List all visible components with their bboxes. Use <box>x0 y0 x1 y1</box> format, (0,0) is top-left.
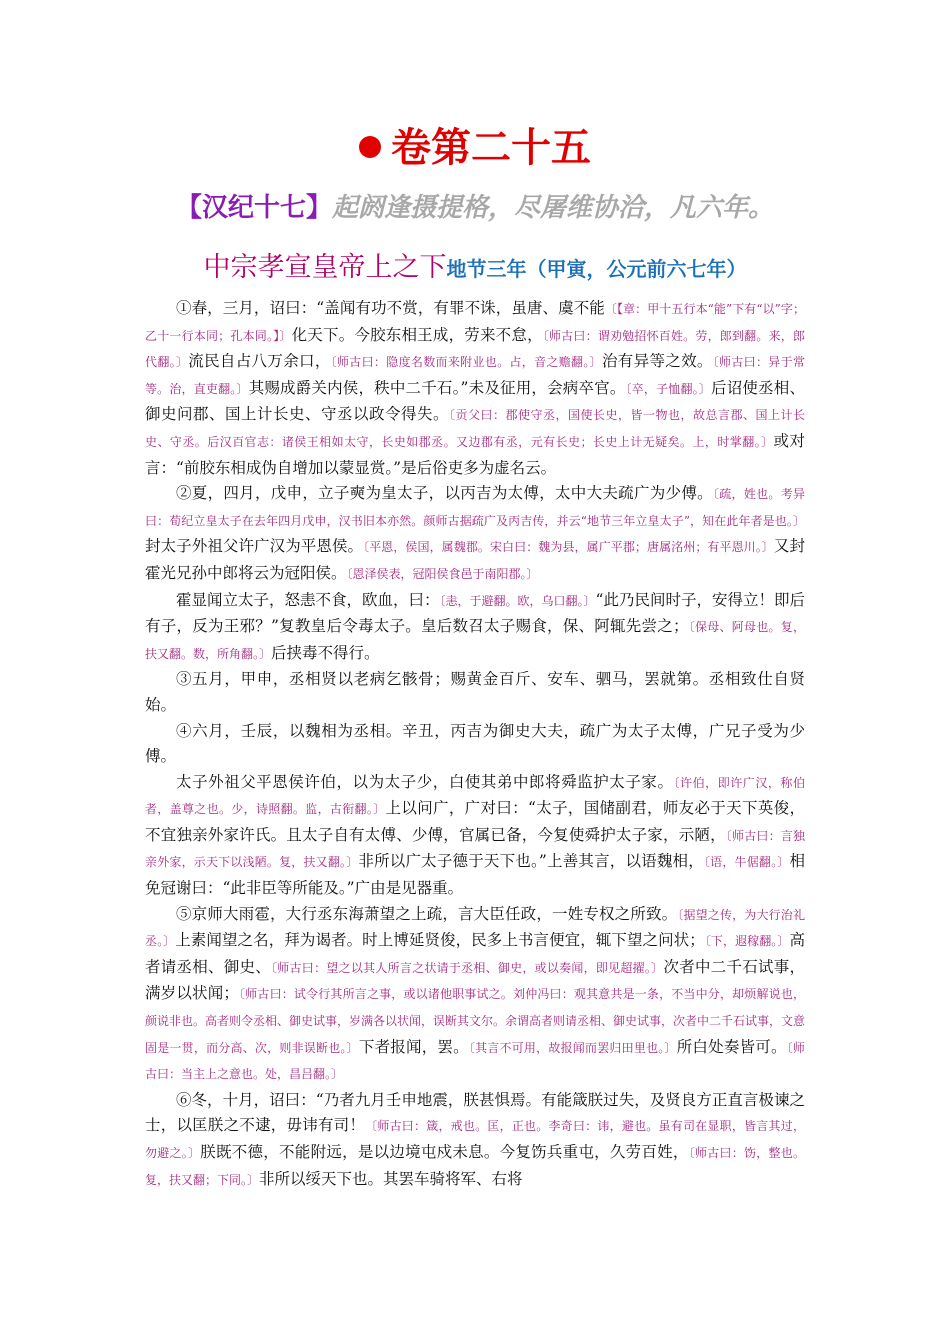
main-text: 上素闻望之名，拜为谒者。时上博延贤俊，民多上书言便宜，辄下望之问状； <box>175 931 705 950</box>
main-text: ②夏，四月，戊申，立子奭为皇太子，以丙吉为太傅，太中大夫疏广为少傅。 <box>176 484 713 503</box>
body-text <box>145 296 805 1193</box>
annotation-note: 〔【章：甲十五行本“能”下有“以”字；乙十一行本同；孔本同。】〕 <box>145 302 805 343</box>
main-text: ⑤京师大雨雹，大行丞东海萧望之上疏，言大臣任政，一姓专权之所致。 <box>176 904 678 923</box>
paragraph <box>145 719 805 770</box>
volume-title-text: 卷第二十五 <box>391 124 591 171</box>
annotation-note: 〔师古曰：当主上之意也。处，昌吕翻。〕 <box>145 1040 805 1082</box>
main-text: 流民自占八万余口， <box>188 352 331 371</box>
main-text: 次者中二千石试事，满岁以状闻； <box>145 957 805 1003</box>
annotation-note: 〔师古曰：饬，整也。复，扶又翻；下同。〕 <box>145 1146 805 1187</box>
main-text: 朕既不德，不能附远，是以边境屯戍未息。今复饬兵重屯，久劳百姓， <box>200 1143 689 1161</box>
annotation-note: 〔师古曰：异于常等。治，直吏翻。〕 <box>145 355 805 396</box>
annotation-note: 〔师古曰：箴，戒也。匡，正也。李奇曰：讳，避也。虽有司在显职，皆言其过，勿避之。〕 <box>145 1119 805 1160</box>
emperor-title: 中宗孝宣皇帝上之下 <box>203 252 447 283</box>
main-text: 太子外祖父平恩侯许伯，以为太子少，白使其弟中郎将舜监护太子家。 <box>176 772 674 791</box>
main-text: 所白处奏皆可。 <box>676 1037 787 1056</box>
main-text: 非所以广太子德于天下也。”上善其言，以语魏相， <box>358 852 704 871</box>
main-text: ⑥冬，十月，诏曰：“乃者九月壬申地震，朕甚惧焉。有能箴朕过失，及贤良方正直言极谏之士，以匡朕之不逮，毋讳有司！ <box>145 1090 805 1135</box>
annotation-note: 〔师古曰：言独亲外家，示天下以浅陋。复，扶又翻。〕 <box>145 828 805 870</box>
main-text: 其赐成爵关内侯，秩中二千石。”未及征用，会病卒官。 <box>248 378 626 397</box>
annotation-note: 〔卒，子恤翻。〕 <box>625 381 712 396</box>
annotation-note: 〔下，遐稼翻。〕 <box>704 934 790 949</box>
main-text: 封太子外祖父许广汉为平恩侯。 <box>145 537 364 556</box>
main-text: ①春，三月，诏曰：“盖闻有功不赏，有罪不诛，虽唐、虞不能 <box>176 299 605 317</box>
paragraph <box>145 770 805 902</box>
annotation-note: 〔贡父曰：郡使守丞，国使长史，皆一物也，故总言郡、国上计长史、守丞。后汉百官志：诸侯王相如太守，长史如郡丞。又边郡有丞，元有长史；长史上计无疑矣。上，时掌翻。〕 <box>145 408 805 449</box>
main-text: 治有异等之效。 <box>601 352 713 371</box>
main-text: 高者请丞相、御史、 <box>145 931 805 976</box>
annotation-note: 〔其言不可用，故报闻而罢归田里也。〕 <box>468 1040 677 1055</box>
bullet-dot-icon <box>359 136 381 158</box>
paragraph <box>145 902 805 1088</box>
era-name: 【汉纪十七】 <box>175 193 332 223</box>
annotation-note: 〔师古曰：试令行其所言之事，或以诸他职事试之。刘仲冯曰：观其意共是一条，不当中分，却烦解说也，颜说非也。高者则令丞相、御史试事，岁满各以状闻，误断其文尔。余谓高者则请丞相、御史试事，次者中二千石试事，文意固是一贯，而分高、次，则非误断也。〕 <box>145 987 806 1055</box>
main-text: 又封霍光兄孙中郎将云为冠阳侯。 <box>145 537 805 582</box>
main-text: ④六月，壬辰，以魏相为丞相。辛丑，丙吉为御史大夫，疏广为太子太傅，广兄子受为少傅。 <box>145 721 805 766</box>
era-heading <box>0 186 950 230</box>
paragraph <box>145 588 805 668</box>
annotation-note: 〔许伯，即许广汉，称伯者，盖尊之也。少，诗照翻。监，古衔翻。〕 <box>145 775 805 817</box>
main-text: 下者报闻，罢。 <box>358 1037 469 1056</box>
annotation-note: 〔平恩，侯国，属魏郡。宋白曰：魏为县，属广平郡；唐属洺州；有平恩川。〕 <box>363 540 774 555</box>
paragraph <box>145 667 805 718</box>
volume-title <box>0 118 950 178</box>
main-text: 非所以绥天下也。其罢车骑将军、右将 <box>259 1169 523 1188</box>
main-text: “此乃民间时子，安得立！即后有子，反为王邪？”复教皇后令毒太子。皇后数召太子赐食，保、阿辄先尝之； <box>145 590 805 636</box>
annotation-note: 〔师古曰：谓劝勉招怀百姓。劳，郎到翻。来，郎代翻。〕 <box>145 328 805 370</box>
paragraph <box>145 481 805 587</box>
annotation-note: 〔据望之传，为大行治礼丞。〕 <box>145 907 805 949</box>
main-text: ③五月，甲申，丞相贤以老病乞骸骨；赐黄金百斤、安车、驷马，罢就第。丞相致仕自贤始。 <box>145 670 805 714</box>
annotation-note: 〔语，牛倨翻。〕 <box>703 855 790 870</box>
annotation-note: 〔疏，姓也。考异曰：荀纪立皇太子在去年四月戊申，汉书旧本亦然。颜师古据疏广及丙吉传，并云“地节三年立皇太子”，知在此年者是也。〕 <box>145 487 805 528</box>
main-text: 后挟毒不得行。 <box>271 643 380 662</box>
annotation-note: 〔师古曰：隐度名数而来附业也。占，音之赡翻。〕 <box>330 355 602 370</box>
main-text: 相免冠谢曰：“此非臣等所能及。”广由是见器重。 <box>145 852 805 898</box>
main-text: 霍显闻立太子，怒恚不食，欧血，曰： <box>176 590 440 609</box>
year-title: 地节三年（甲寅，公元前六七年） <box>446 257 747 281</box>
paragraph <box>145 296 805 481</box>
era-years: 起阏逢摄提格，尽屠维协洽，凡六年。 <box>332 193 775 223</box>
main-text: 或对言：“前胶东相成伪自增加以蒙显赏。”是后俗吏多为虚名云。 <box>145 431 805 477</box>
main-text: 化天下。今胶东相王成，劳来不怠， <box>291 325 543 344</box>
main-text: 上以问广，广对曰：“太子，国储副君，师友必于天下英俊，不宜独亲外家许氏。且太子自有太傅、少傅，官属已备，今复使舜护太子家，示陋， <box>145 799 805 844</box>
annotation-note: 〔保母、阿母也。复，扶又翻。数，所角翻。〕 <box>145 620 805 661</box>
chapter-heading <box>0 244 950 295</box>
annotation-note: 〔师古曰：望之以其人所言之状请于丞相、御史，或以奏闻，即见超擢。〕 <box>271 960 664 975</box>
main-text: 后诏使丞相、御史问郡、国上计长史、守丞以政令得失。 <box>145 378 805 424</box>
annotation-note: 〔恩泽侯表，冠阳侯食邑于南阳郡。〕 <box>346 566 539 581</box>
paragraph <box>145 1088 805 1193</box>
annotation-note: 〔恚，于避翻。欧，乌口翻。〕 <box>439 593 596 608</box>
